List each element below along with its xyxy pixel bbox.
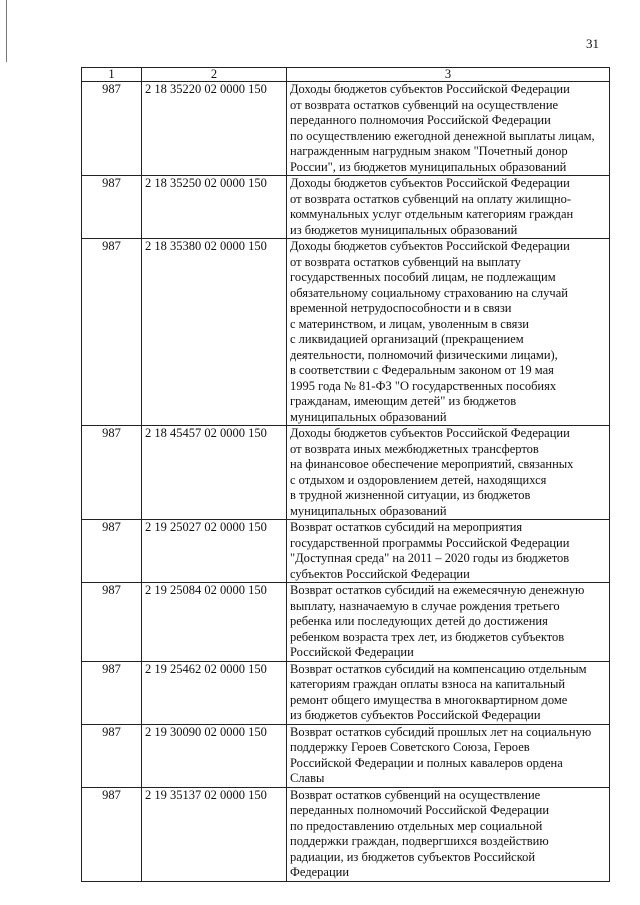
budget-code-cell: 2 18 35250 02 0000 150 bbox=[142, 176, 287, 239]
admin-code-cell: 987 bbox=[82, 787, 142, 881]
header-col-2: 2 bbox=[142, 68, 287, 82]
table-row bbox=[82, 661, 610, 724]
description-cell: Возврат остатков субсидий на мероприятия государственной программы Российской Федерации "Доступная среда" на 2011 – 2020 годы из бюджетов субъектов Российской Федерации bbox=[287, 520, 610, 583]
budget-code-cell: 2 19 25084 02 0000 150 bbox=[142, 583, 287, 662]
page-number: 31 bbox=[586, 36, 599, 51]
budget-code-cell: 2 19 30090 02 0000 150 bbox=[142, 724, 287, 787]
description-cell: Доходы бюджетов субъектов Российской Федерации от возврата остатков субвенций на оплату жилищно- коммунальных услуг отдельным категориям граждан из бюджетов муниципальных образований bbox=[287, 176, 610, 239]
admin-code-cell: 987 bbox=[82, 426, 142, 520]
admin-code-cell: 987 bbox=[82, 724, 142, 787]
admin-code-cell: 987 bbox=[82, 176, 142, 239]
description-cell: Доходы бюджетов субъектов Российской Федерации от возврата остатков субвенций на осуществление переданного полномочия Российской Федерации по осуществлению ежегодной денежной выплаты лицам, награжденным нагрудным знаком "Почетный донор России", из бюджетов муниципальных образований bbox=[287, 82, 610, 176]
table-row bbox=[82, 520, 610, 583]
header-col-3: 3 bbox=[287, 68, 610, 82]
admin-code-cell: 987 bbox=[82, 82, 142, 176]
budget-code-cell: 2 18 45457 02 0000 150 bbox=[142, 426, 287, 520]
table-row bbox=[82, 239, 610, 426]
table-row bbox=[82, 583, 610, 662]
admin-code-cell: 987 bbox=[82, 583, 142, 662]
table-row bbox=[82, 426, 610, 520]
description-cell: Возврат остатков субвенций на осуществление переданных полномочий Российской Федерации по предоставлению отдельных мер социальной поддержки граждан, подвергшихся воздействию радиации, из бюджетов субъектов Российской Федерации bbox=[287, 787, 610, 881]
description-cell: Возврат остатков субсидий прошлых лет на социальную поддержку Героев Советского Союза, Героев Российской Федерации и полных кавалеров ордена Славы bbox=[287, 724, 610, 787]
scan-left-edge bbox=[6, 0, 7, 62]
admin-code-cell: 987 bbox=[82, 239, 142, 426]
table-header-row bbox=[82, 68, 610, 82]
table-row bbox=[82, 787, 610, 881]
budget-code-cell: 2 18 35220 02 0000 150 bbox=[142, 82, 287, 176]
header-col-1: 1 bbox=[82, 68, 142, 82]
budget-code-cell: 2 19 35137 02 0000 150 bbox=[142, 787, 287, 881]
description-cell: Доходы бюджетов субъектов Российской Федерации от возврата иных межбюджетных трансфертов на финансовое обеспечение мероприятий, связанных с отдыхом и оздоровлением детей, находящихся в трудной жизненной ситуации, из бюджетов муниципальных образований bbox=[287, 426, 610, 520]
table-row bbox=[82, 176, 610, 239]
budget-classification-table bbox=[81, 67, 610, 882]
admin-code-cell: 987 bbox=[82, 520, 142, 583]
admin-code-cell: 987 bbox=[82, 661, 142, 724]
table-row bbox=[82, 82, 610, 176]
table-row bbox=[82, 724, 610, 787]
budget-code-cell: 2 19 25462 02 0000 150 bbox=[142, 661, 287, 724]
description-cell: Доходы бюджетов субъектов Российской Федерации от возврата остатков субвенций на выплату государственных пособий лицам, не подлежащим обязательному социальному страхованию на случай временной нетрудоспособности и в связи с материнством, и лицам, уволенным в связи с ликвидацией организаций (прекращением деятельности, полномочий физическими лицами), в соответствии с Федеральным законом от 19 мая 1995 года № 81-ФЗ "О государственных пособиях гражданам, имеющим детей" из бюджетов муниципальных образований bbox=[287, 239, 610, 426]
budget-code-cell: 2 19 25027 02 0000 150 bbox=[142, 520, 287, 583]
description-cell: Возврат остатков субсидий на компенсацию отдельным категориям граждан оплаты взноса на капитальный ремонт общего имущества в многоквартирном доме из бюджетов субъектов Российской Федерации bbox=[287, 661, 610, 724]
description-cell: Возврат остатков субсидий на ежемесячную денежную выплату, назначаемую в случае рождения третьего ребенка или последующих детей до достижения ребенком возраста трех лет, из бюджетов субъектов Российской Федерации bbox=[287, 583, 610, 662]
budget-code-cell: 2 18 35380 02 0000 150 bbox=[142, 239, 287, 426]
